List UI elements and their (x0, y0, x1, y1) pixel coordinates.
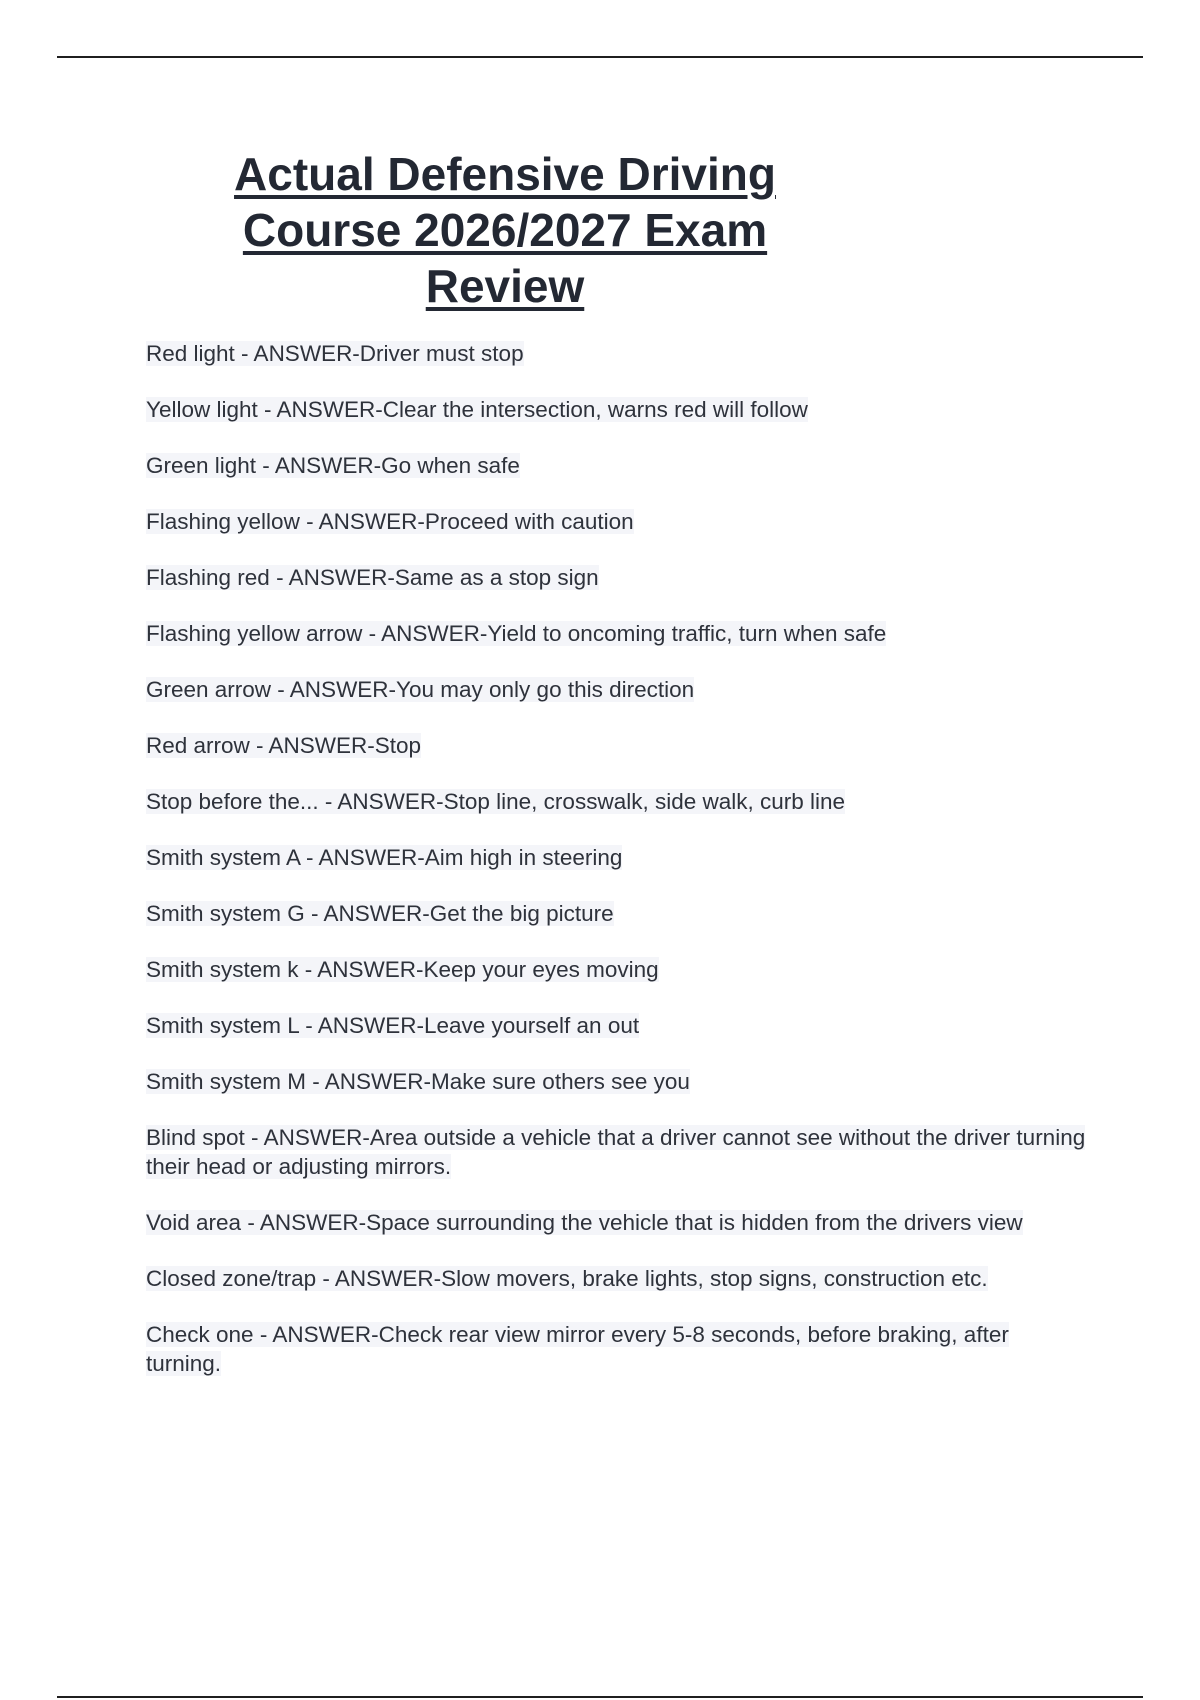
qa-item (146, 1067, 1086, 1096)
qa-text: Smith system A - ANSWER-Aim high in steering (146, 845, 623, 870)
qa-list (146, 339, 1086, 1405)
qa-text: Flashing yellow - ANSWER-Proceed with caution (146, 509, 634, 534)
qa-text: Red light - ANSWER-Driver must stop (146, 341, 524, 366)
qa-item (146, 1011, 1086, 1040)
qa-item (146, 1320, 1086, 1378)
qa-text: Check one - ANSWER-Check rear view mirror every 5-8 seconds, before braking, after turning. (146, 1322, 1009, 1376)
qa-text: Flashing red - ANSWER-Same as a stop sign (146, 565, 599, 590)
qa-item (146, 731, 1086, 760)
qa-item (146, 1208, 1086, 1237)
qa-text: Smith system G - ANSWER-Get the big picture (146, 901, 614, 926)
bottom-divider (57, 1696, 1143, 1698)
qa-item (146, 787, 1086, 816)
top-divider (57, 56, 1143, 58)
qa-text: Smith system k - ANSWER-Keep your eyes moving (146, 957, 659, 982)
qa-text: Stop before the... - ANSWER-Stop line, crosswalk, side walk, curb line (146, 789, 846, 814)
qa-item (146, 899, 1086, 928)
qa-text: Smith system L - ANSWER-Leave yourself an out (146, 1013, 640, 1038)
qa-item (146, 563, 1086, 592)
qa-text: Red arrow - ANSWER-Stop (146, 733, 422, 758)
title-line-3: Review (425, 260, 585, 312)
qa-item (146, 507, 1086, 536)
qa-item (146, 675, 1086, 704)
qa-item (146, 843, 1086, 872)
qa-item (146, 955, 1086, 984)
qa-item (146, 619, 1086, 648)
title-line-2: Course 2026/2027 Exam (242, 204, 768, 256)
qa-text: Void area - ANSWER-Space surrounding the vehicle that is hidden from the drivers view (146, 1210, 1023, 1235)
qa-item (146, 395, 1086, 424)
qa-item (146, 339, 1086, 368)
qa-text: Blind spot - ANSWER-Area outside a vehicle that a driver cannot see without the driver turning their head or adjusting mirrors. (146, 1125, 1086, 1179)
qa-item (146, 1123, 1086, 1181)
qa-text: Smith system M - ANSWER-Make sure others see you (146, 1069, 690, 1094)
qa-text: Yellow light - ANSWER-Clear the intersection, warns red will follow (146, 397, 808, 422)
qa-text: Flashing yellow arrow - ANSWER-Yield to oncoming traffic, turn when safe (146, 621, 887, 646)
qa-text: Green arrow - ANSWER-You may only go this direction (146, 677, 695, 702)
title-line-1: Actual Defensive Driving (234, 148, 776, 200)
qa-text: Green light - ANSWER-Go when safe (146, 453, 520, 478)
document-title (205, 146, 805, 314)
qa-item (146, 1264, 1086, 1293)
qa-text: Closed zone/trap - ANSWER-Slow movers, brake lights, stop signs, construction etc. (146, 1266, 988, 1291)
qa-item (146, 451, 1086, 480)
